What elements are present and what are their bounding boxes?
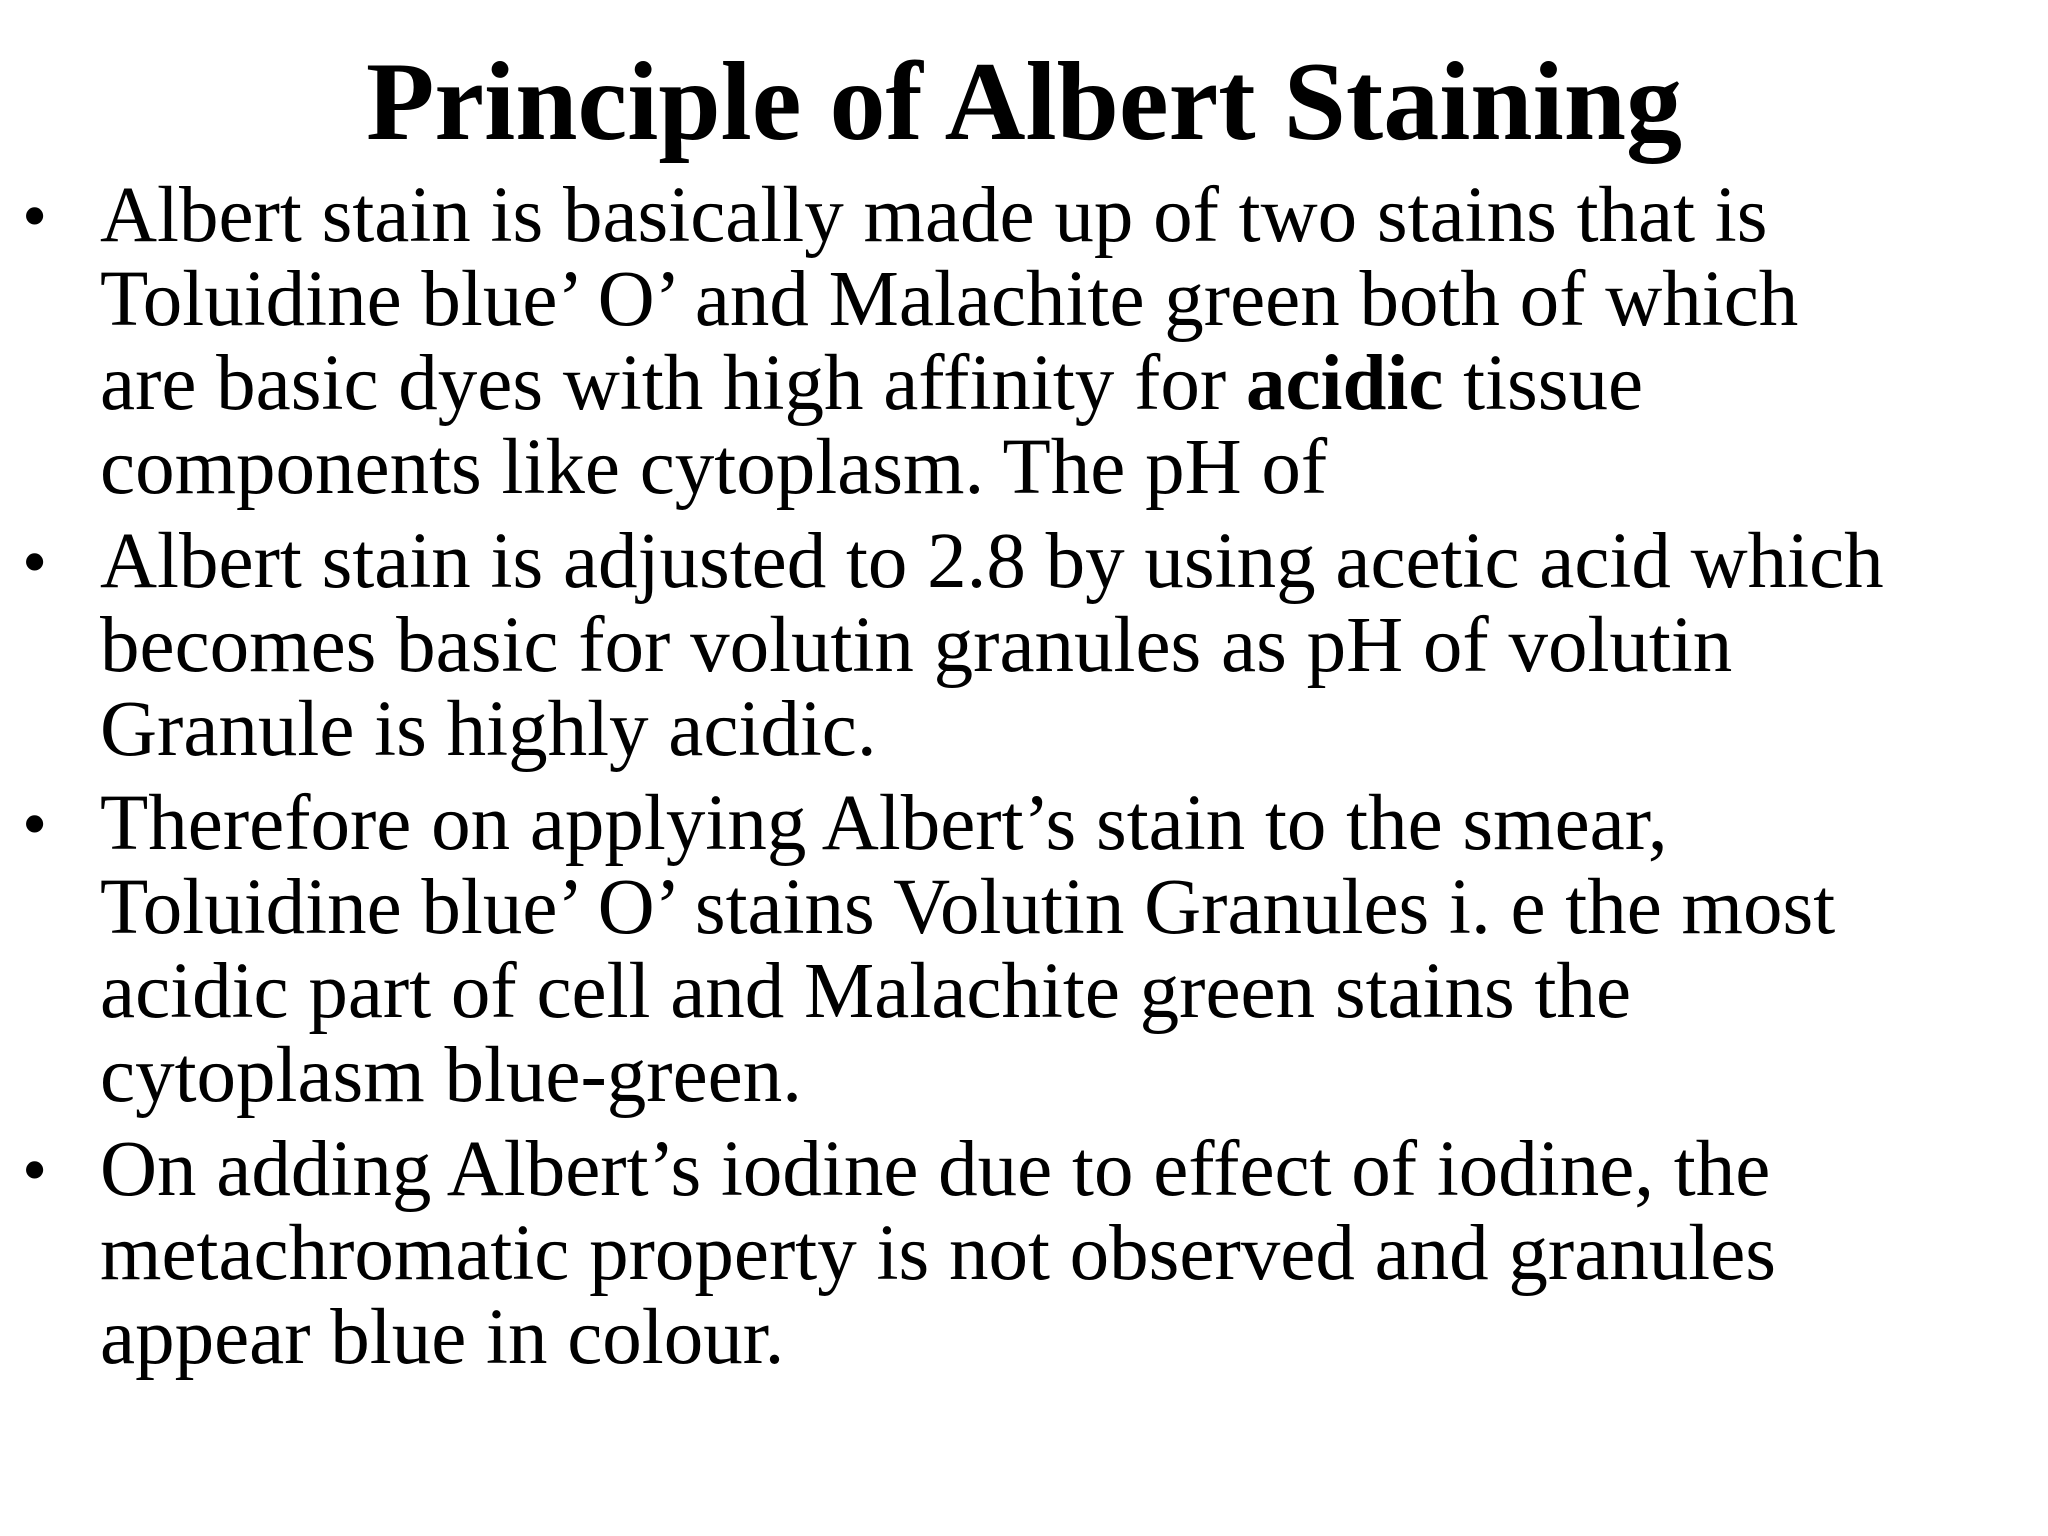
bold-term: acidic bbox=[1245, 340, 1444, 427]
bullet-line bbox=[100, 342, 2048, 426]
bullet-line: Toluidine blue’ O’ stains Volutin Granules i. e the most bbox=[100, 864, 1836, 951]
bullet-line: On adding Albert’s iodine due to effect of iodine, the bbox=[100, 1126, 1771, 1213]
bullet-line: acidic part of cell and Malachite green stains the bbox=[100, 948, 1632, 1035]
bullet-dot-icon: • bbox=[22, 784, 48, 864]
bullet-line: components like cytoplasm. The pH of bbox=[100, 424, 1328, 511]
bullet-list bbox=[0, 174, 2048, 1390]
slide-title: Principle of Albert Staining bbox=[366, 40, 1682, 164]
bullet-line: Toluidine blue’ O’ and Malachite green both of which bbox=[100, 256, 1799, 343]
bullet-item bbox=[0, 520, 2048, 772]
bullet-item bbox=[0, 782, 2048, 1118]
bullet-dot-icon: • bbox=[22, 176, 48, 256]
bullet-item bbox=[0, 1128, 2048, 1380]
bullet-text bbox=[100, 782, 2048, 1118]
bullet-dot-icon: • bbox=[22, 522, 48, 602]
bullet-dot-icon: • bbox=[22, 1130, 48, 1210]
bullet-line-text: tissue bbox=[1443, 340, 1644, 427]
bullet-item bbox=[0, 174, 2048, 510]
bullet-text bbox=[100, 1128, 2048, 1380]
bullet-line: Therefore on applying Albert’s stain to the smear, bbox=[100, 780, 1668, 867]
bullet-line: cytoplasm blue-green. bbox=[100, 1032, 802, 1119]
bullet-line: Albert stain is basically made up of two stains that is bbox=[100, 172, 1768, 259]
bullet-line: metachromatic property is not observed and granules bbox=[100, 1210, 1777, 1297]
bullet-text bbox=[100, 174, 2048, 510]
bullet-line: Granule is highly acidic. bbox=[100, 686, 877, 773]
bullet-line: becomes basic for volutin granules as pH of volutin bbox=[100, 602, 1733, 689]
bullet-line-text: are basic dyes with high affinity for bbox=[100, 340, 1246, 427]
bullet-line: Albert stain is adjusted to 2.8 by using acetic acid which bbox=[100, 518, 1884, 605]
bullet-line: appear blue in colour. bbox=[100, 1294, 785, 1381]
bullet-text bbox=[100, 520, 2048, 772]
